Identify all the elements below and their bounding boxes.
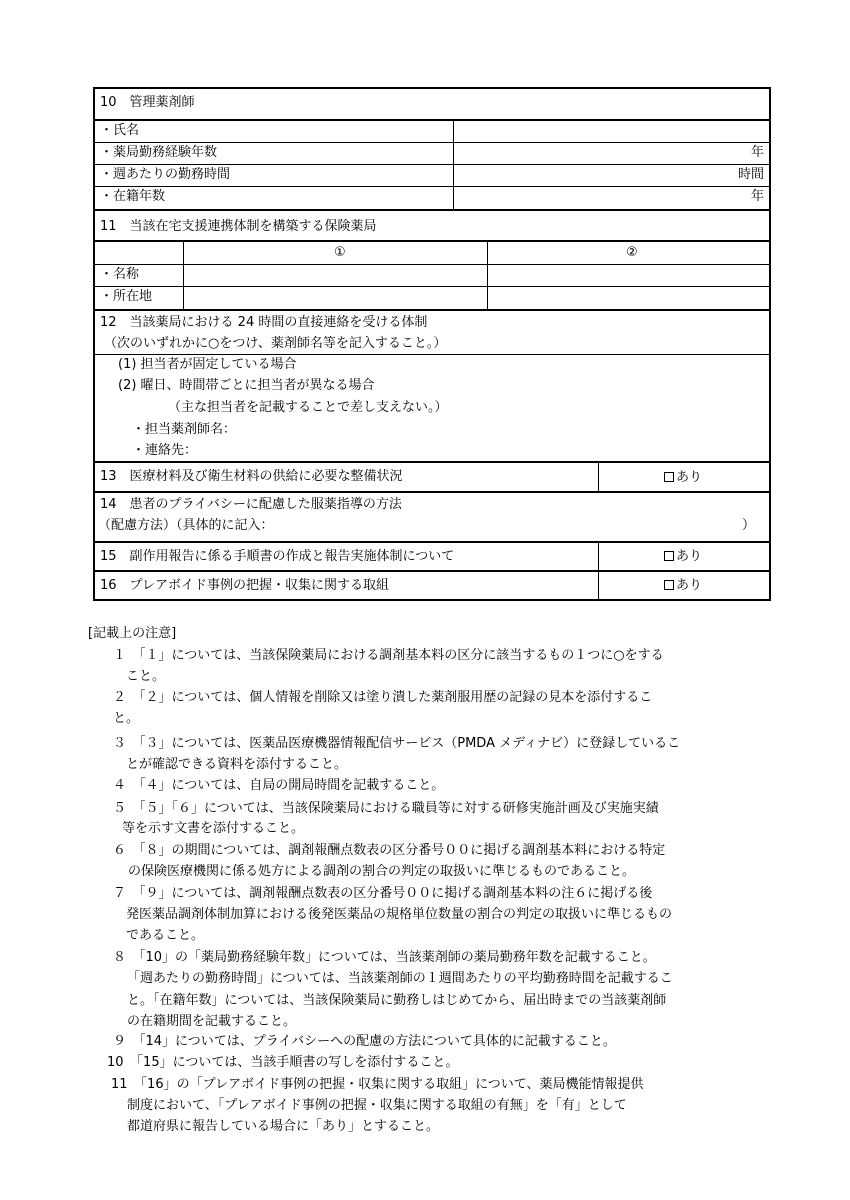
s10-hours-unit: 時間 [737,167,764,182]
checkbox-icon[interactable] [664,551,674,561]
s13-title: 13 医療材料及び衛生材料の供給に必要な整備状況 [100,469,403,484]
s16-title: 16 プレアボイド事例の把握・収集に関する取組 [100,578,390,593]
s13-checkbox[interactable] [664,469,702,486]
note-line: の在籍期間を記載すること。 [127,1014,297,1029]
s12-option-1: (1) 担当者が固定している場合 [118,357,297,372]
note-line: 11 「16」の「プレアボイド事例の把握・収集に関する取組」について、薬局機能情報提供 [111,1077,644,1092]
s12-contact-label: ・連絡先： [132,443,198,458]
note-line: ９ 「14」については、プライバシーへの配慮の方法について具体的に記載すること。 [113,1034,616,1049]
s16-checkbox[interactable] [664,577,702,594]
note-line: の保険医療機関に係る処方による調剤の割合の判定の取扱いに準じるものであること。 [128,864,636,879]
divider [487,242,488,309]
note-line: ８ 「10」の「薬局勤務経験年数」については、当該薬剤師の薬局勤務年数を記載すること。 [113,950,656,965]
s12-option-2-note: （主な担当者を記載することで差し支えない。） [168,400,448,415]
note-line: ４ 「４」については、自局の開局時間を記載すること。 [113,778,445,793]
divider [93,186,771,187]
s14-title: 14 患者のプライバシーに配慮した服薬指導の方法 [100,497,402,512]
note-line: １ 「１」については、当該保険薬局における調剤基本料の区分に該当するもの１つに○をする [113,648,664,663]
divider [93,164,771,165]
s12-title: 12 当該薬局における 24 時間の直接連絡を受ける体制 [100,315,428,330]
s15-check-label: あり [676,549,703,564]
divider [93,119,771,121]
note-line: ７ 「９」については、調剤報酬点数表の区分番号００に掲げる調剤基本料の注６に掲げる後 [113,886,653,901]
note-line: と。「在籍年数」については、当該保険薬局に勤務しはじめてから、届出時までの当該薬剤師 [127,993,667,1008]
divider [93,142,771,143]
divider [183,242,184,309]
divider [93,354,771,355]
s12-pharmacist-label: ・担当薬剤師名： [132,422,237,437]
note-line: ５ 「５」「６」については、当該保険薬局における職員等に対する研修実施計画及び実施実績 [113,801,659,816]
note-line: 都道府県に報告している場合に「あり」とすること。 [127,1119,440,1134]
note-line: ２ 「２」については、個人情報を削除又は塗り潰した薬剤服用歴の記録の見本を添付するこ [113,690,653,705]
notes-heading: [記載上の注意] [88,626,177,641]
note-line: ３ 「３」については、医薬品医療機器情報配信サービス（PMDA メディナビ）に登録しているこ [113,736,681,751]
divider [93,309,771,311]
s10-exp-unit: 年 [750,145,764,160]
s11-col2: ② [626,245,638,260]
s11-col1: ① [334,245,346,260]
s16-check-label: あり [676,578,703,593]
divider [93,570,771,572]
note-line: こと。 [126,669,166,684]
s15-title: 15 副作用報告に係る手順書の作成と報告実施体制について [100,549,455,564]
divider [93,240,771,242]
s10-tenure-label: ・在籍年数 [100,189,166,204]
divider [93,541,771,543]
s10-tenure-unit: 年 [750,189,764,204]
s12-instruction: （次のいずれかに○をつけ、薬剤師名等を記入すること。） [104,336,447,351]
note-line: 「週あたりの勤務時間」については、当該薬剤師の１週間あたりの平均勤務時間を記載するこ [127,971,673,986]
s10-exp-label: ・薬局勤務経験年数 [100,145,218,160]
divider [93,491,771,493]
s10-name-label: ・氏名 [100,123,140,138]
note-line: ６ 「８」の期間については、調剤報酬点数表の区分番号００に掲げる調剤基本料における特定 [113,843,666,858]
s13-check-label: あり [676,470,703,485]
checkbox-icon[interactable] [664,580,674,590]
checkbox-icon[interactable] [664,472,674,482]
note-line: 10 「15」については、当該手順書の写しを添付すること。 [107,1055,459,1070]
note-line: と。 [113,711,140,726]
divider [93,461,771,463]
s11-title: 11 当該在宅支援連携体制を構築する保険薬局 [100,219,377,234]
s12-option-2: (2) 曜日、時間帯ごとに担当者が異なる場合 [118,378,375,393]
divider [93,286,771,287]
divider [93,264,771,265]
note-line: であること。 [126,928,205,943]
s15-checkbox[interactable] [664,548,702,565]
s10-hours-label: ・週あたりの勤務時間 [100,167,231,182]
note-line: とが確認できる資料を添付すること。 [126,757,348,772]
s14-detail-close: ） [742,518,756,533]
s14-detail-label: （配慮方法）（具体的に記入： [98,518,274,533]
s11-name-label: ・名称 [100,267,140,282]
s11-address-label: ・所在地 [100,289,153,304]
divider [93,209,771,211]
s10-title: 10 管理薬剤師 [100,95,195,110]
note-line: 制度において、「プレアボイド事例の把握・収集に関する取組の有無」を「有」として [127,1098,627,1113]
note-line: 発医薬品調剤体制加算における後発医薬品の規格単位数量の割合の判定の取扱いに準じるもの [126,907,673,922]
divider [598,462,599,491]
note-line: 等を示す文書を添付すること。 [122,821,305,836]
